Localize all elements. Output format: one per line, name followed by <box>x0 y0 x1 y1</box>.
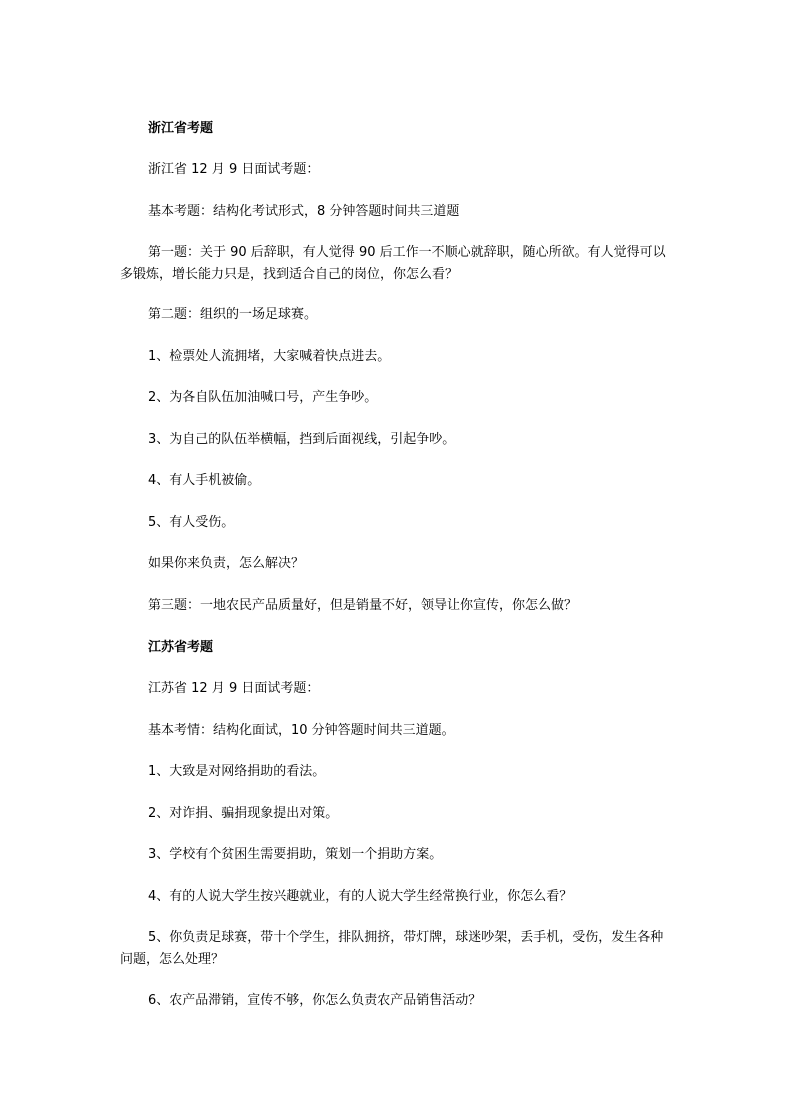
jiangsu-heading: 江苏省考题 <box>148 640 214 655</box>
jiangsu-item: 4、有的人说大学生按兴趣就业，有的人说大学生经常换行业，你怎么看？ <box>148 889 573 904</box>
zhejiang-q2-item: 1、检票处人流拥堵，大家喊着快点进去。 <box>148 349 391 364</box>
zhejiang-heading: 浙江省考题 <box>148 121 214 136</box>
zhejiang-q2-item: 3、为自己的队伍举横幅，挡到后面视线，引起争吵。 <box>148 432 456 447</box>
zhejiang-q2-item: 4、有人手机被偷。 <box>148 473 261 488</box>
zhejiang-q2-item: 2、为各自队伍加油喊口号，产生争吵。 <box>148 390 378 405</box>
zhejiang-basic: 基本考题：结构化考试形式，8 分钟答题时间共三道题 <box>148 204 460 219</box>
zhejiang-q2-item: 5、有人受伤。 <box>148 515 235 530</box>
jiangsu-item: 6、农产品滞销，宣传不够，你怎么负责农产品销售活动？ <box>148 993 482 1008</box>
zhejiang-question-3: 第三题：一地农民产品质量好，但是销量不好，领导让你宣传，你怎么做？ <box>148 598 578 613</box>
jiangsu-item: 1、大致是对网络捐助的看法。 <box>148 764 326 779</box>
jiangsu-item: 2、对诈捐、骗捐现象提出对策。 <box>148 806 339 821</box>
zhejiang-q2-ask: 如果你来负责，怎么解决？ <box>148 556 305 571</box>
zhejiang-date-line: 浙江省 12 月 9 日面试考题： <box>148 162 320 177</box>
zhejiang-question-2: 第二题：组织的一场足球赛。 <box>148 307 318 322</box>
jiangsu-date-line: 江苏省 12 月 9 日面试考题： <box>148 681 320 696</box>
jiangsu-item: 3、学校有个贫困生需要捐助，策划一个捐助方案。 <box>148 847 443 862</box>
zhejiang-question-1: 第一题：关于 90 后辞职，有人觉得 90 后工作一不顺心就辞职，随心所欲。有人觉得可以多锻炼，增长能力只是，找到适合自己的岗位，你怎么看？ <box>120 245 666 282</box>
jiangsu-basic: 基本考情：结构化面试，10 分钟答题时间共三道题。 <box>148 723 455 738</box>
jiangsu-item: 5、你负责足球赛，带十个学生，排队拥挤，带灯牌，球迷吵架，丢手机，受伤，发生各种问题，怎么处理？ <box>120 930 664 967</box>
